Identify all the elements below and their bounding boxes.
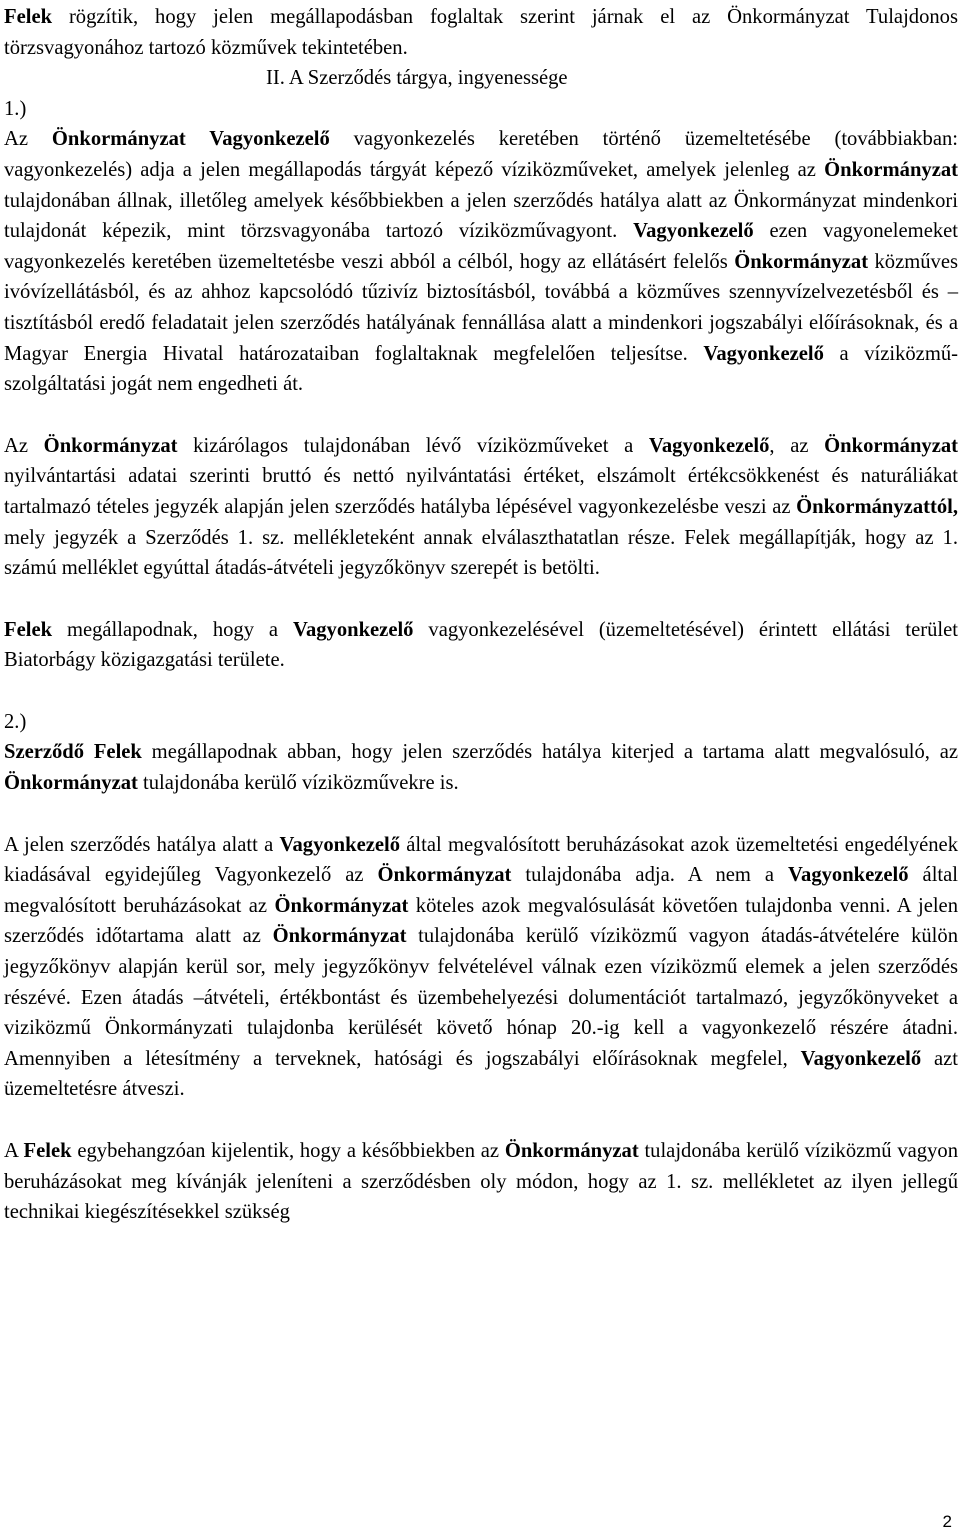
text-run: által megvalósított beruházásokat azok üzemeltetési engedélyének kiadásával egyidejűleg Vagyonkezelő az <box>4 833 958 887</box>
bold-term: Önkormányzat <box>504 1140 639 1162</box>
bold-term: Vagyonkezelő <box>279 833 401 856</box>
text-run: tulajdonába kerülő víziközmű vagyon átadás-átvételére külön jegyzőkönyv alapján kerül sor, mely jegyzőkönyv felvételével válnak ezen víziközmű elemek a jelen szerződés részévé. Ezen átadás –átvételi, értékbontást és üzembehelyezési dolumentációt tartalmazó, jegyzőkönyveket a viziközmű Önkormányzati tulajdonba kerülését követő hónap 20.-ig kell a vagyonkezelő részére átadni. Amennyiben a létesítmény a terveknek, hatósági és jogszabályi előírásoknak megfelel, <box>4 925 958 1070</box>
text-run: vagyonkezelés keretében történő üzemeltetésébe (továbbiakban: vagyonkezelés) adja a jelen megállapodás tárgyát képező víziközműveket, amelyek jelenleg az <box>4 128 958 181</box>
bold-term: Önkormányzat <box>274 894 409 917</box>
bold-term: Felek <box>4 618 53 641</box>
section-2-paragraph <box>4 830 958 1105</box>
text-run: azt üzemeltetésre átveszi. <box>4 1047 958 1101</box>
bold-term: Önkormányzat <box>272 925 407 948</box>
bold-term: Önkormányzat Vagyonkezelő <box>51 128 330 151</box>
bold-term: Vagyonkezelő <box>648 434 770 457</box>
text-run: kizárólagos tulajdonában lévő víziközműveket a <box>177 434 649 457</box>
text-run: A jelen szerződés hatálya alatt a <box>4 833 280 856</box>
bold-term: Önkormányzattól, <box>796 495 958 518</box>
page-number: 2 <box>942 1512 952 1531</box>
text-run: , az <box>769 434 825 457</box>
text-run: közműves ivóvízellátásból, és az ahhoz kapcsolódó tűzivíz biztosításból, továbbá a közműves szennyvízelvezetésből és – tisztításból eredő feladatait jelen szerződés hatályának fennállása alatt a mindenkori jogszabályi előírásoknak, és a Magyar Energia Hivatal határozataiban foglaltaknak megfelelően teljesítse. <box>4 250 958 365</box>
text-run: rögzítik, hogy jelen megállapodásban foglaltak szerint járnak el az Önkormányzat Tulajdonos törzsvagyonához tartozó közművek tekintetében. <box>4 6 958 59</box>
text-run: Az <box>4 128 52 151</box>
text-run: A <box>4 1140 24 1162</box>
text-run: által megvalósított beruházásokat az <box>4 864 958 917</box>
bold-term: Vagyonkezelő <box>800 1047 922 1070</box>
text-run: megállapodnak abban, hogy jelen szerződés hatálya kiterjed a tartama alatt megvalósuló, az <box>141 741 959 764</box>
bold-term: Önkormányzat <box>377 864 512 887</box>
bold-term: Vagyonkezelő <box>633 220 754 243</box>
bold-term: Vagyonkezelő <box>788 864 909 887</box>
text-run: nyilvántartási adatai szerinti bruttó és nettó nyilvántatási értéket, elszámolt értékcsökkenést és naturáliákat tartalmazó tételes jegyzék alapján jelen szerződés hatályba lépésével vagyonkezelésbe veszi az <box>4 465 958 518</box>
text-run: tulajdonába adja. A nem a <box>511 864 789 887</box>
text-run: Az <box>4 434 44 457</box>
section-1-paragraph <box>4 615 958 676</box>
text-run: mely jegyzék a Szerződés 1. sz. mellékleteként annak elválaszthatatlan része. Felek megállapítják, hogy az 1. számú melléklet egyúttal átadás-átvételi jegyzőkönyv szerepét is betölti. <box>4 526 958 580</box>
bold-term: Felek <box>23 1140 72 1162</box>
bold-term: Önkormányzat <box>824 158 958 181</box>
bold-term: Önkormányzat <box>824 434 958 457</box>
bold-term: Önkormányzat <box>734 250 869 273</box>
bold-term: Vagyonkezelő <box>703 342 824 365</box>
section-2-paragraph <box>4 737 958 798</box>
bold-term: Önkormányzat <box>4 772 138 795</box>
bold-term: Felek <box>4 6 53 28</box>
text-run: tulajdonában állnak, illetőleg amelyek későbbiekben a jelen szerződés hatálya alatt az Önkormányzat mindenkori tulajdonát képezik, mint törzsvagyonába tartozó víziközművagyont. <box>4 189 958 243</box>
text-run: tulajdonába kerülő víziközmű vagyon beruházásokat meg kívánják jeleníteni a szerződésben oly módon, hogy az 1. sz. mellékletet az ilyen jellegű technikai kiegészítésekkel szükség <box>4 1140 958 1224</box>
bold-term: Önkormányzat <box>43 434 178 457</box>
text-run: megállapodnak, hogy a <box>52 618 293 641</box>
section-2-number: 2.) <box>4 710 27 733</box>
text-run: vagyonkezelésével (üzemeltetésével) érintett ellátási terület Biatorbágy közigazgatási területe. <box>4 618 958 672</box>
section-1-number: 1.) <box>4 97 27 120</box>
text-run: a víziközmű-szolgáltatási jogát nem engedheti át. <box>4 342 958 396</box>
text-run: tulajdonába kerülő víziközművekre is. <box>137 772 459 795</box>
section-1-paragraph <box>4 431 958 584</box>
section-2-paragraph <box>4 1136 958 1228</box>
text-run: köteles azok megvalósulását követően tulajdonba venni. A jelen szerződés időtartama alatt az <box>4 894 958 948</box>
text-run: ezen vagyonelemeket vagyonkezelés keretében üzemeltetésbe veszi abból a célból, hogy az ellátásért felelős <box>4 220 958 273</box>
document-body <box>4 2 958 1228</box>
section-1-paragraph <box>4 124 958 399</box>
bold-term: Szerződő Felek <box>4 741 142 764</box>
intro-paragraph <box>4 2 958 63</box>
bold-term: Vagyonkezelő <box>292 618 414 641</box>
text-run: egybehangzóan kijelentik, hogy a későbbiekben az <box>71 1140 505 1162</box>
section-heading: II. A Szerződés tárgya, ingyenessége <box>266 67 568 90</box>
